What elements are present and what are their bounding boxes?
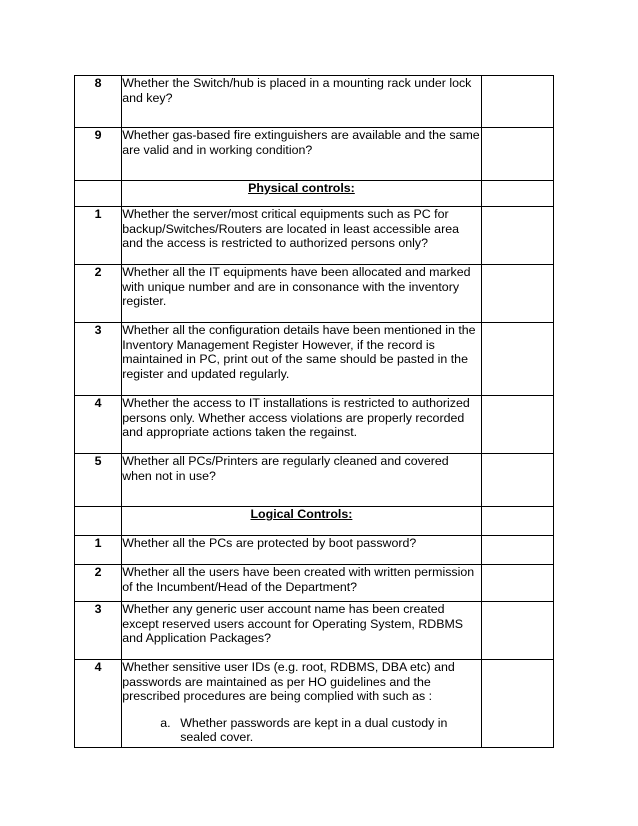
- response-cell[interactable]: [481, 507, 553, 536]
- row-number: 2: [75, 565, 122, 602]
- row-number: 3: [75, 602, 122, 660]
- response-cell[interactable]: [481, 565, 553, 602]
- table-row: [75, 660, 554, 748]
- table-row: [75, 536, 554, 565]
- table-row: [75, 323, 554, 396]
- response-cell[interactable]: [481, 602, 553, 660]
- response-cell[interactable]: [481, 454, 553, 507]
- table-row: [75, 128, 554, 181]
- response-cell[interactable]: [481, 128, 553, 181]
- table-row: [75, 565, 554, 602]
- audit-checklist-table: [74, 75, 554, 748]
- row-text: Whether the access to IT installations is restricted to authorized persons only. Whether access violations are properly recorded and appropriate actions taken the regainst.: [122, 396, 482, 454]
- row-number: 1: [75, 536, 122, 565]
- row-text: Whether all the users have been created with written permission of the Incumbent/Head of the Department?: [122, 565, 482, 602]
- row-number: [75, 181, 122, 207]
- row-number: 5: [75, 454, 122, 507]
- response-cell[interactable]: [481, 396, 553, 454]
- row-text: Whether sensitive user IDs (e.g. root, RDBMS, DBA etc) and passwords are maintained as per HO guidelines and the prescribed procedures are being complied with such as :: [122, 660, 455, 704]
- row-text: Whether gas-based fire extinguishers are available and the same are valid and in working condition?: [122, 128, 482, 181]
- row-number: 9: [75, 128, 122, 181]
- sub-item-label: a.: [160, 715, 171, 730]
- row-number: 1: [75, 207, 122, 265]
- row-number: 4: [75, 660, 122, 748]
- row-text: Whether all PCs/Printers are regularly cleaned and covered when not in use?: [122, 454, 482, 507]
- row-text: Whether the Switch/hub is placed in a mounting rack under lock and key?: [122, 76, 482, 128]
- section-heading: Logical Controls:: [122, 507, 482, 536]
- row-text: Whether all the PCs are protected by boot password?: [122, 536, 482, 565]
- response-cell[interactable]: [481, 323, 553, 396]
- section-heading-row: [75, 507, 554, 536]
- row-number: 3: [75, 323, 122, 396]
- row-text-cell: [122, 660, 482, 748]
- response-cell[interactable]: [481, 207, 553, 265]
- row-text: Whether all the configuration details have been mentioned in the Inventory Management Register However, if the record is maintained in PC, print out of the same should be pasted in the register and updated regularly.: [122, 323, 482, 396]
- table-row: [75, 207, 554, 265]
- row-text: Whether any generic user account name has been created except reserved users account for Operating System, RDBMS and Application Packages?: [122, 602, 482, 660]
- response-cell[interactable]: [481, 265, 553, 323]
- response-cell[interactable]: [481, 181, 553, 207]
- response-cell[interactable]: [481, 536, 553, 565]
- sub-item-text: Whether passwords are kept in a dual custody in sealed cover.: [180, 715, 448, 745]
- table-row: [75, 396, 554, 454]
- row-text: Whether all the IT equipments have been allocated and marked with unique number and are in consonance with the inventory register.: [122, 265, 482, 323]
- table-row: [75, 454, 554, 507]
- row-number: 8: [75, 76, 122, 128]
- row-number: [75, 507, 122, 536]
- section-heading-row: [75, 181, 554, 207]
- table-row: [75, 602, 554, 660]
- table-row: [75, 265, 554, 323]
- response-cell[interactable]: [481, 660, 553, 748]
- section-heading: Physical controls:: [122, 181, 482, 207]
- row-text: Whether the server/most critical equipments such as PC for backup/Switches/Routers are located in least accessible area and the access is restricted to authorized persons only?: [122, 207, 482, 265]
- row-number: 2: [75, 265, 122, 323]
- sub-item: [160, 716, 481, 745]
- row-number: 4: [75, 396, 122, 454]
- response-cell[interactable]: [481, 76, 553, 128]
- table-row: [75, 76, 554, 128]
